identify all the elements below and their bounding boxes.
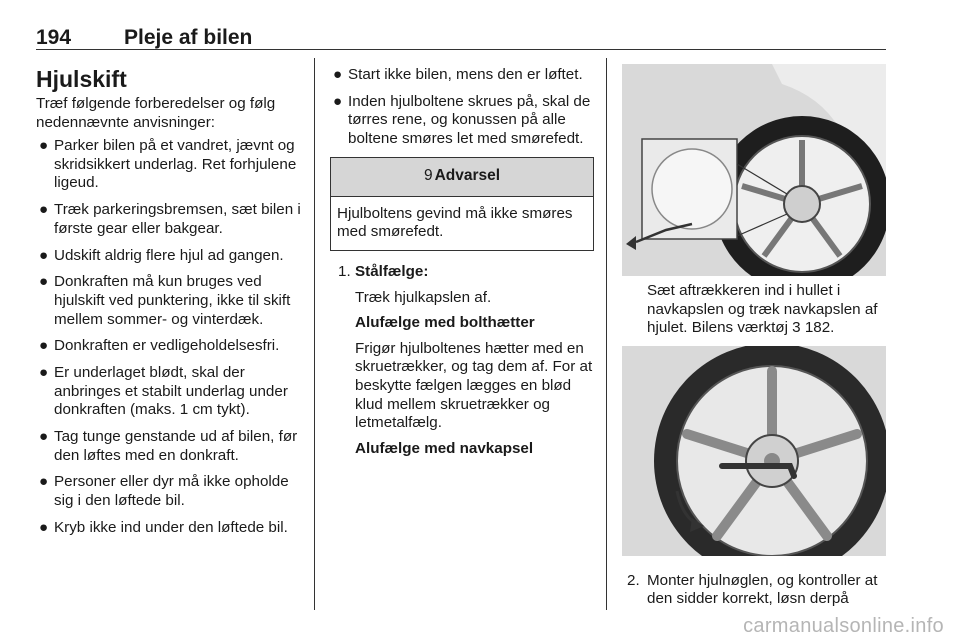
section-title: Pleje af bilen (124, 26, 253, 49)
figure-caption: Sæt aftrækkeren ind i hullet i navkapslen og træk navkapslen af hjulet. Bilens værktøj 3 182. (647, 282, 878, 337)
list-item: ● Er underlaget blødt, skal der anbringes et stabilt underlag under donkraften (maks. 1 cm tykt). (39, 364, 288, 419)
column-divider-1 (314, 58, 315, 610)
page-title: Hjulskift (36, 66, 127, 92)
bullet-icon: ● (39, 364, 49, 382)
warning-box (330, 157, 594, 251)
list-item: ● Donkraften er vedligeholdelsesfri. (39, 337, 280, 355)
subheading: Alufælge med navkapsel (355, 439, 534, 457)
list-item: ● Træk parkeringsbremsen, sæt bilen i første gear eller bakgear. (39, 201, 301, 237)
warning-icon: 9 (423, 167, 433, 185)
list-item: ● Kryb ikke ind under den løftede bil. (39, 518, 288, 536)
header-rule (36, 49, 886, 50)
step-text: Frigør hjulboltenes hætter med en skruetrækker, og tag dem af. For at beskytte fælgen lægges en blød klud mellem skruetrækker og letmetalfælg. (355, 339, 593, 432)
column-divider-2 (606, 58, 607, 610)
preparation-list (36, 137, 302, 537)
list-item: ● Parker bilen på et vandret, jævnt og skridsikkert underlag. Ret forhjulene ligeud. (39, 137, 297, 192)
bullet-icon: ● (39, 518, 49, 536)
warning-header (331, 158, 593, 197)
page-number: 194 (36, 26, 72, 49)
list-item: ● Inden hjulboltene skrues på, skal de tørres rene, og konussen på alle boltene smøres let med smørefedt. (333, 92, 591, 147)
list-item: ● Tag tunge genstande ud af bilen, før den løftes med en donkraft. (39, 428, 298, 464)
wheel-wrench-illustration (622, 346, 886, 556)
wrench-figure-svg (622, 346, 886, 556)
watermark: carmanualsonline.info (743, 615, 944, 637)
hubcap-figure-svg (622, 64, 886, 276)
bullet-icon: ● (39, 201, 49, 219)
bullet-icon: ● (39, 473, 49, 491)
list-item: ● Personer eller dyr må ikke opholde sig i den løftede bil. (39, 473, 289, 509)
bullet-icon: ● (39, 337, 49, 355)
bullet-icon: ● (333, 66, 343, 83)
wheel-hubcap-removal-illustration (622, 64, 886, 276)
intro-text: Træf følgende forberedelser og følg nedennævnte anvisninger: (36, 95, 276, 131)
step-number: 2. (627, 571, 640, 589)
list-item: ● Udskift aldrig flere hjul ad gangen. (39, 246, 284, 264)
warning-title: Advarsel (434, 167, 501, 185)
subheading: Alufælge med bolthætter (355, 314, 535, 332)
bullet-icon: ● (39, 273, 49, 291)
bullet-icon: ● (333, 92, 343, 110)
step-text: Træk hjulkapslen af. (355, 288, 492, 306)
precaution-list (330, 66, 594, 149)
bullet-icon: ● (39, 246, 49, 264)
step-text: Monter hjulnøglen, og kontroller at den sidder korrekt, løsn derpå (647, 571, 878, 608)
column-2 (330, 60, 594, 465)
page-header (36, 8, 886, 48)
step-title: Stålfælge: (355, 262, 429, 280)
column-1 (36, 60, 302, 546)
step-number: 1. (338, 262, 351, 280)
list-item: ● Start ikke bilen, mens den er løftet. (333, 66, 583, 83)
column-3 (622, 58, 886, 609)
bullet-icon: ● (39, 428, 49, 446)
bullet-icon: ● (39, 137, 49, 155)
warning-text: Hjulboltens gevind må ikke smøres med smørefedt. (337, 204, 573, 241)
list-item: ● Donkraften må kun bruges ved hjulskift ved punktering, ikke til skift mellem sommer- og vinterdæk. (39, 273, 291, 328)
step-2 (622, 572, 886, 609)
step-1 (330, 263, 594, 458)
